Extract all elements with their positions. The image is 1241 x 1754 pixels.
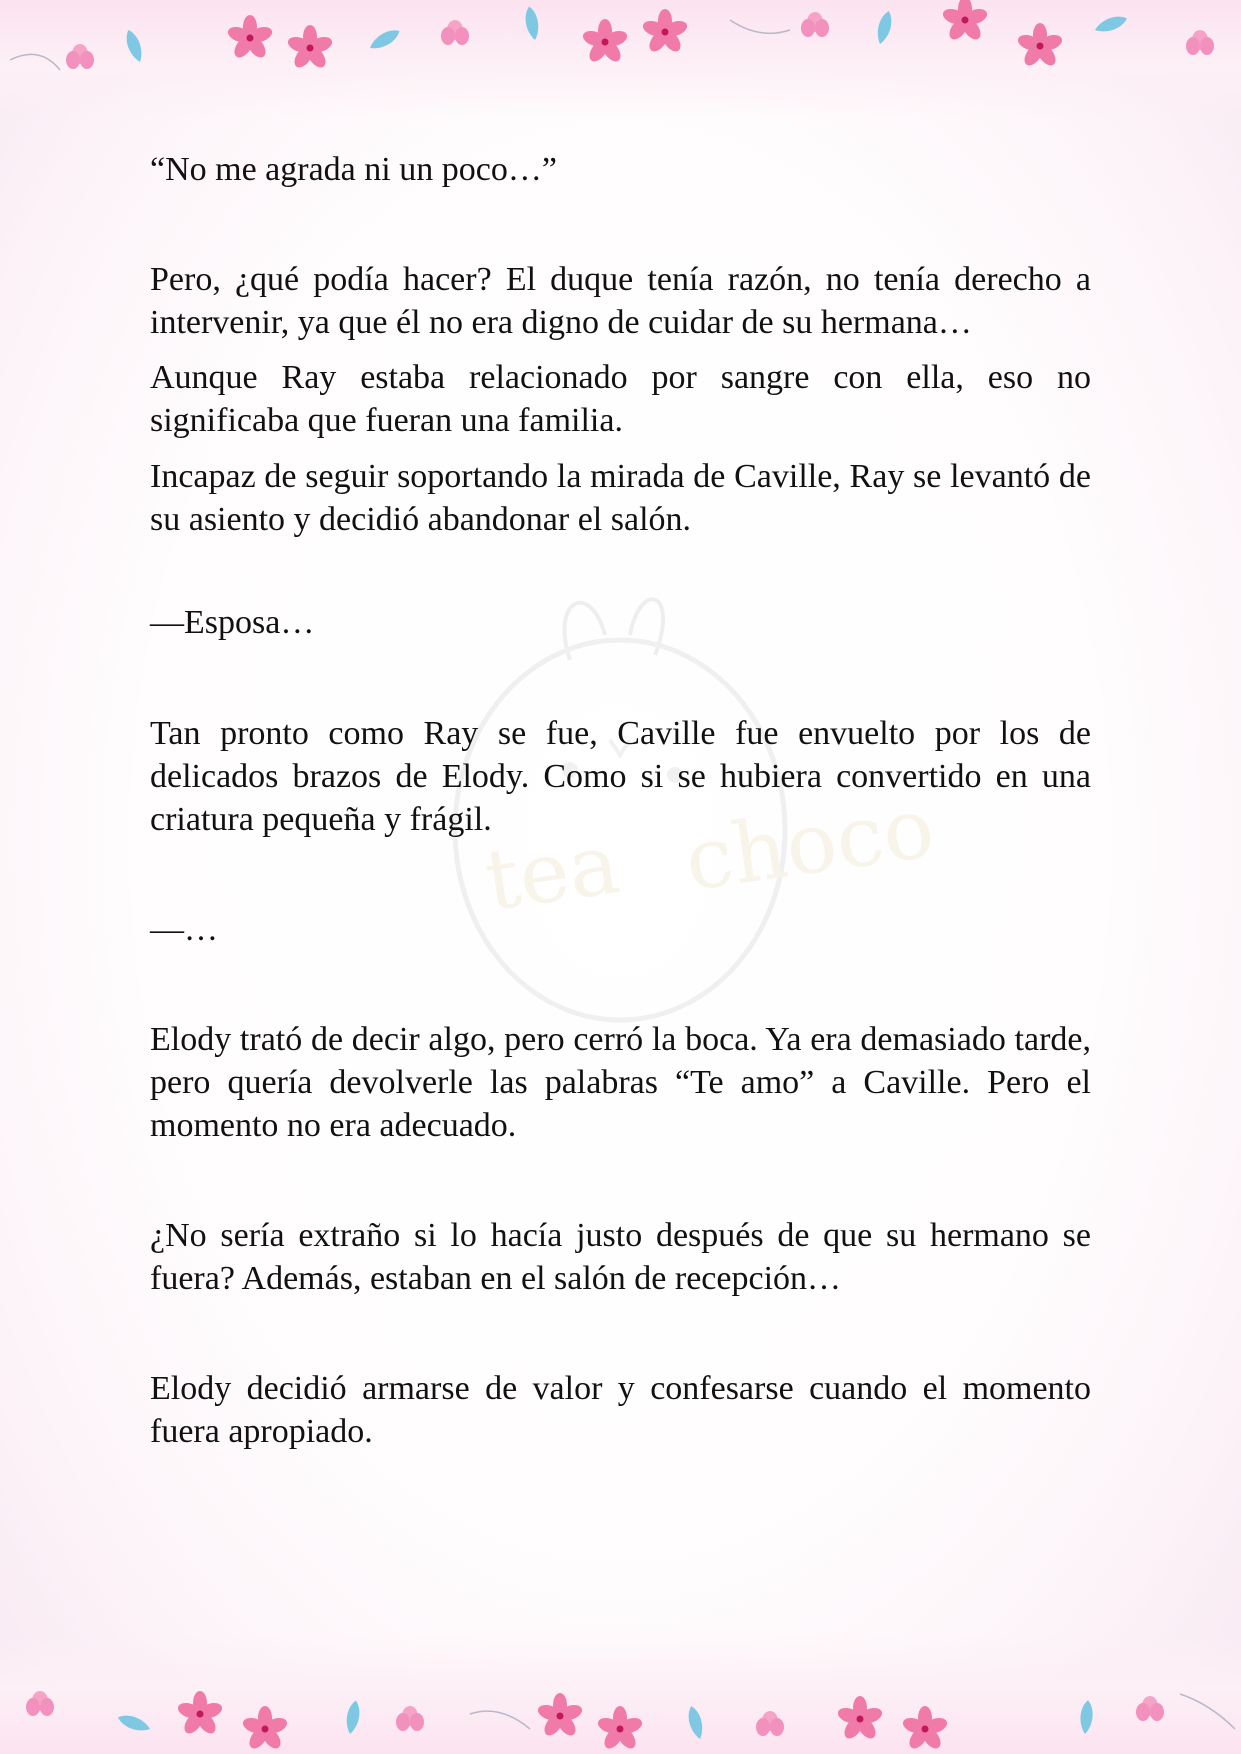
document-body — [150, 148, 1091, 1453]
paragraph: Pero, ¿qué podía hacer? El duque tenía razón, no tenía derecho a intervenir, ya que él no era digno de cuidar de su hermana… — [150, 261, 1091, 341]
paragraph: Incapaz de seguir soportando la mirada de Caville, Ray se levantó de su asiento y decidió abandonar el salón. — [150, 458, 1091, 538]
paragraph: ¿No sería extraño si lo hacía justo después de que su hermano se fuera? Además, estaban en el salón de recepción… — [150, 1217, 1091, 1297]
floral-border-icon — [0, 1634, 1241, 1754]
paragraph: Elody trató de decir algo, pero cerró la boca. Ya era demasiado tarde, pero quería devolverle las palabras “Te amo” a Caville. Pero el momento no era adecuado. — [150, 1021, 1091, 1144]
floral-border-icon — [0, 0, 1241, 120]
svg-text:tea: tea — [479, 814, 626, 930]
floral-border-bottom — [0, 1634, 1241, 1754]
paragraph: Tan pronto como Ray se fue, Caville fue envuelto por los de delicados brazos de Elody. Como si se hubiera convertido en una criatura pequeña y frágil. — [150, 715, 1091, 838]
paragraph: Elody decidió armarse de valor y confesarse cuando el momento fuera apropiado. — [150, 1370, 1091, 1450]
svg-text:choco: choco — [679, 778, 940, 910]
paragraph: —… — [150, 911, 218, 948]
paragraph: Aunque Ray estaba relacionado por sangre con ella, eso no significaba que fueran una familia. — [150, 359, 1091, 439]
paragraph: —Esposa… — [150, 604, 315, 641]
paragraph: “No me agrada ni un poco…” — [150, 151, 557, 188]
floral-border-top — [0, 0, 1241, 120]
